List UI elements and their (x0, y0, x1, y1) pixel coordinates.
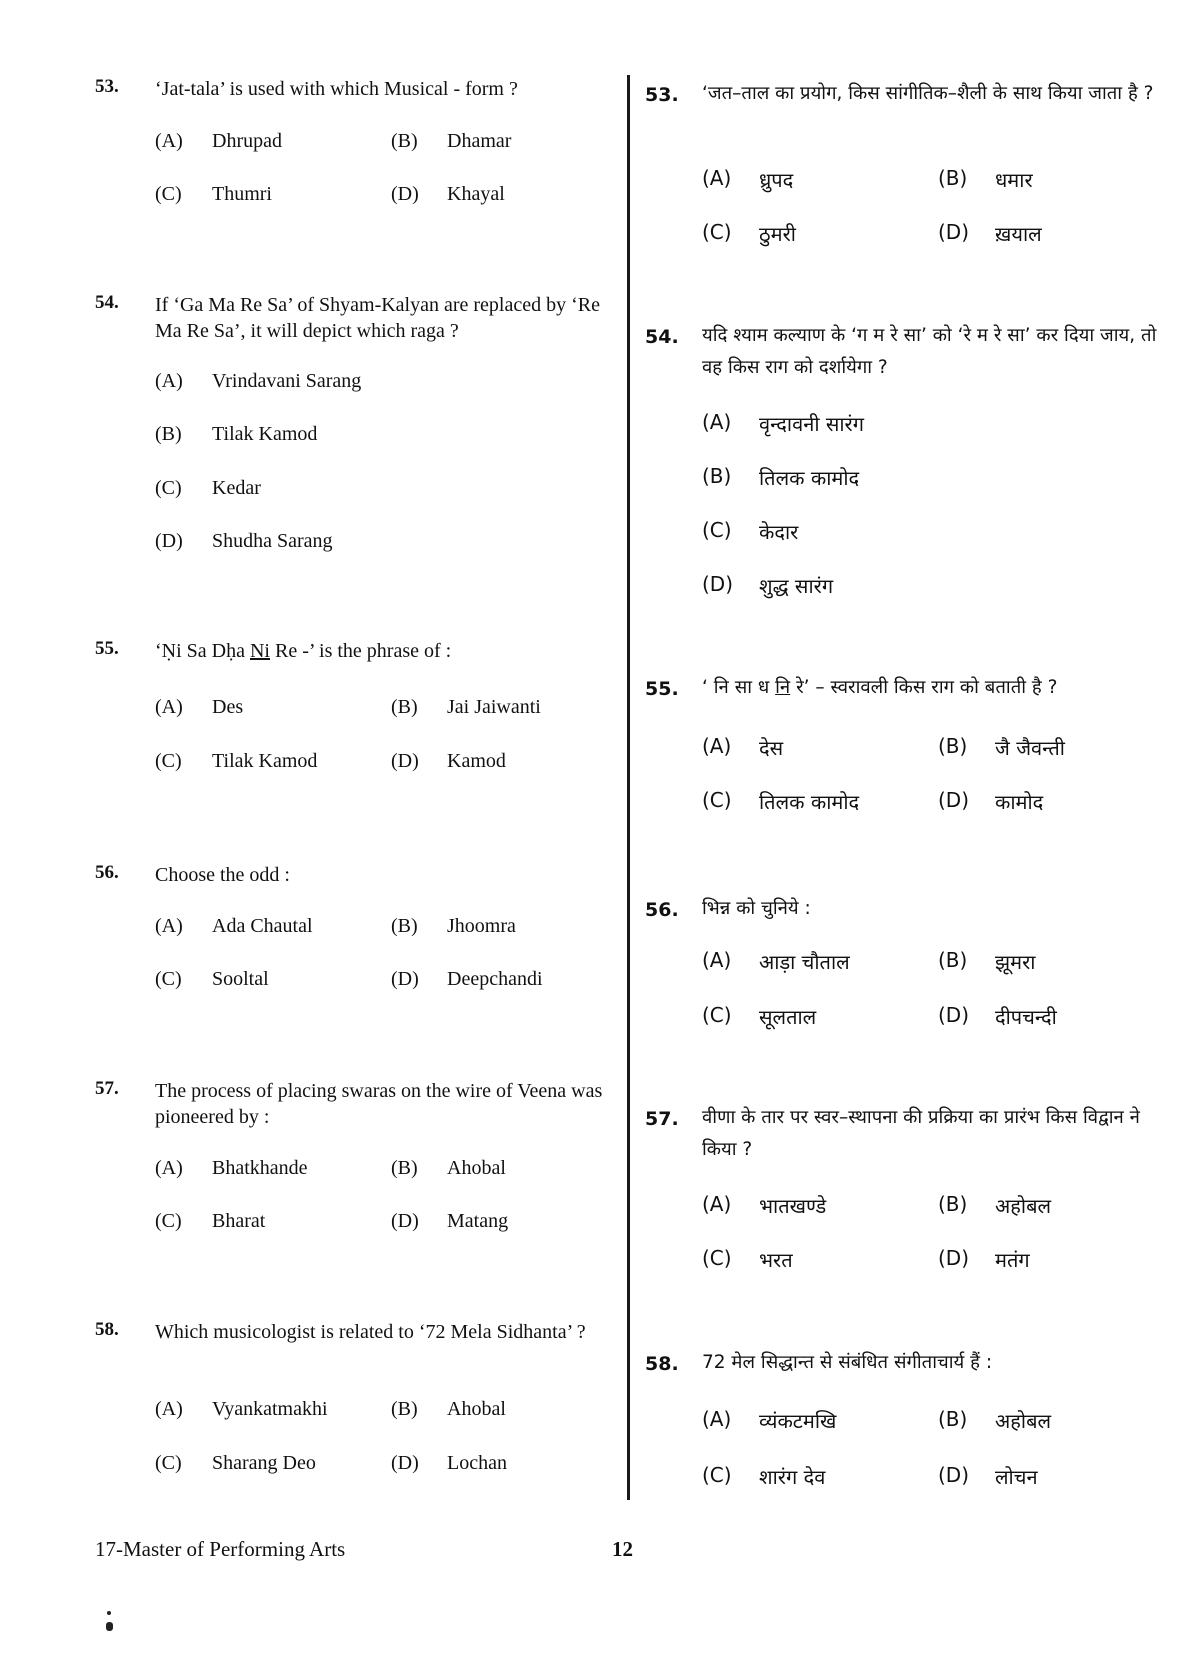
question-57-hi: 57. वीणा के तार पर स्वर–स्थापना की प्रक्रिया का प्रारंभ किस विद्वान ने किया ? (A) भातखण्डे (B) अहोबल (C) भरत (D) मतंग (645, 1102, 1165, 1282)
question-58-hi: 58. 72 मेल सिद्धान्त से संबंधित संगीताचार्य हैं : (A) व्यंकटमखि (B) अहोबल (C) शारंग देव (D) लोचन (645, 1347, 1165, 1497)
question-58-en: 58. Which musicologist is related to ‘72 Mela Sidhanta’ ? (A) Vyankatmakhi (B) Ahobal (C) Sharang Deo (D) Lochan (95, 1319, 615, 1489)
question-56-en: 56. Choose the odd : (A) Ada Chautal (B) Jhoomra (C) Sooltal (D) Deepchandi (95, 862, 615, 1002)
question-number: 53. (645, 84, 679, 106)
question-text: भिन्न को चुनिये : (702, 898, 811, 919)
question-57-en: 57. The process of placing swaras on the wire of Veena was pioneered by : (A) Bhatkhande (B) Ahobal (C) Bharat (D) Matang (95, 1078, 615, 1248)
question-text: ‘Ṇi Sa Dḥa Ni Re -’ is the phrase of : (155, 640, 452, 662)
question-55-en: 55. ‘Ṇi Sa Dḥa Ni Re -’ is the phrase of : (A) Des (B) Jai Jaiwanti (C) Tilak Kamod (D) Kamod (95, 638, 615, 778)
question-number: 53. (95, 76, 119, 97)
question-text: Choose the odd : (155, 864, 290, 886)
question-number: 58. (95, 1319, 119, 1340)
footer-subject: 17-Master of Performing Arts (95, 1537, 346, 1561)
question-56-hi: 56. भिन्न को चुनिये : (A) आड़ा चौताल (B) झूमरा (C) सूलताल (D) दीपचन्दी (645, 893, 1165, 1043)
question-54-hi: 54. यदि श्याम कल्याण के ‘ग म रे सा’ को ‘रे म रे सा’ कर दिया जाय, तो वह किस राग को दर्शायेगा ? (A) वृन्दावनी सारंग (B) तिलक कामोद (C) केदार (D) शुद्ध सारंग (645, 320, 1165, 600)
question-number: 56. (95, 862, 119, 883)
question-number: 55. (95, 638, 119, 659)
question-number: 58. (645, 1353, 679, 1375)
scan-speck (106, 1622, 113, 1631)
question-53-hi: 53. ‘जत–ताल का प्रयोग, किस सांगीतिक–शैली के साथ किया जाता है ? (A) ध्रुपद (B) धमार (C) ठुमरी (D) ख़याल (645, 78, 1165, 258)
question-text: ‘जत–ताल का प्रयोग, किस सांगीतिक–शैली के साथ किया जाता है ? (702, 83, 1154, 104)
question-text: वीणा के तार पर स्वर–स्थापना की प्रक्रिया का प्रारंभ किस विद्वान ने किया ? (702, 1107, 1140, 1160)
question-53-en: 53. ‘Jat-tala’ is used with which Musical - form ? (A) Dhrupad (B) Dhamar (C) Thumri (D) Khayal (95, 76, 615, 216)
question-text: यदि श्याम कल्याण के ‘ग म रे सा’ को ‘रे म रे सा’ कर दिया जाय, तो वह किस राग को दर्शायेगा ? (702, 325, 1157, 378)
question-text: If ‘Ga Ma Re Sa’ of Shyam-Kalyan are replaced by ‘Re Ma Re Sa’, it will depict which raga ? (155, 294, 600, 342)
question-number: 57. (645, 1108, 679, 1130)
question-number: 54. (645, 326, 679, 348)
column-divider (627, 75, 630, 1500)
page-number: 12 (612, 1537, 633, 1561)
question-text: Which musicologist is related to ‘72 Mela Sidhanta’ ? (155, 1321, 586, 1343)
question-number: 54. (95, 292, 119, 313)
question-55-hi: 55. ‘ नि सा ध नि रे’ – स्वरावली किस राग को बताती है ? (A) देस (B) जै जैवन्ती (C) तिलक कामोद (D) कामोद (645, 672, 1165, 822)
question-54-en: 54. If ‘Ga Ma Re Sa’ of Shyam-Kalyan are replaced by ‘Re Ma Re Sa’, it will depict which raga ? (A) Vrindavani Sarang (B) Tilak Kamod (C) Kedar (D) Shudha Sarang (95, 292, 615, 562)
question-text: ‘ नि सा ध नि रे’ – स्वरावली किस राग को बताती है ? (702, 677, 1058, 698)
question-number: 55. (645, 678, 679, 700)
scan-speck (107, 1611, 111, 1615)
question-number: 57. (95, 1078, 119, 1099)
question-text: The process of placing swaras on the wire of Veena was pioneered by : (155, 1080, 603, 1128)
question-number: 56. (645, 899, 679, 921)
question-text: ‘Jat-tala’ is used with which Musical - form ? (155, 78, 518, 100)
question-text: 72 मेल सिद्धान्त से संबंधित संगीताचार्य हैं : (702, 1352, 993, 1373)
